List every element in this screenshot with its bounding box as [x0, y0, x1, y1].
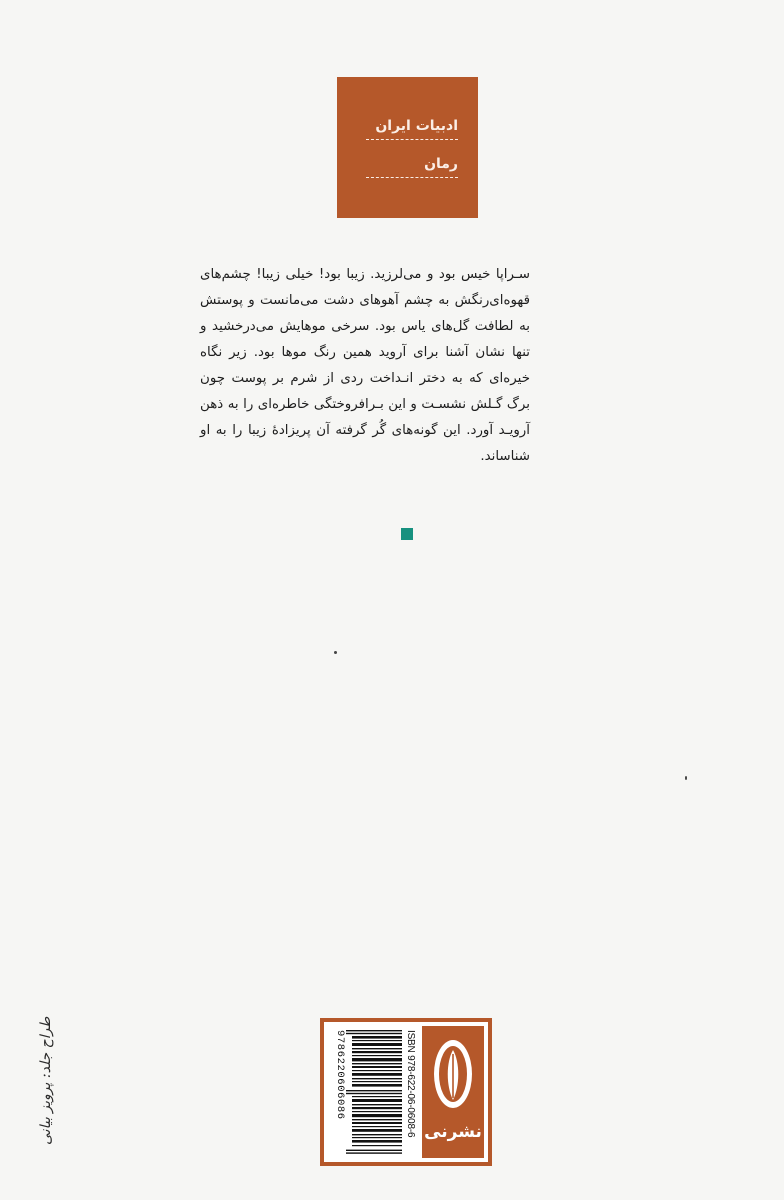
paper-speck	[685, 776, 687, 780]
publisher-logo-panel	[422, 1026, 484, 1158]
blurb-text: سـراپا خیس بود و می‌لرزید. زیبا بود! خیلی زیبا! چشم‌های قهوه‌ای‌رنگش به چشم آهوهای دشت می‌مانست و پوستش به لطافت گل‌های یاس بود. سرخی موهایش می‌درخشید و تنها نشان آشنا برای آروید همین رنگ موها بود. زیر نگاه خیره‌ای که به دختر انـداخت ردی از شرم بر پوست چون برگ گـلش نشسـت و این بـرافروختگی خاطره‌ای را به ذهن آرویـد آورد. این گونه‌های گُر گرفته آن پریزادهٔ زیبا را به او شناساند.	[200, 267, 530, 464]
paper-speck	[334, 651, 337, 654]
isbn-label: ISBN 978-622-06-0608-6	[405, 1030, 416, 1138]
series-line-1: ادبیات ایران	[375, 118, 458, 134]
series-line-2: رمان	[424, 156, 458, 172]
publisher-name: نشرنی	[424, 1122, 482, 1142]
series-line-literature	[366, 117, 458, 140]
series-line-1-rule	[366, 139, 458, 140]
barcode-rotated	[330, 1028, 418, 1156]
series-label-box	[337, 77, 478, 218]
isbn-digits: 9786220606086	[334, 1030, 346, 1120]
back-cover-blurb	[200, 262, 530, 470]
teal-square-ornament	[401, 528, 413, 540]
reed-leaf-logo-icon	[431, 1038, 475, 1110]
publisher-barcode-block	[320, 1018, 492, 1166]
barcode-area	[330, 1028, 418, 1156]
series-line-2-rule	[366, 177, 458, 178]
series-line-genre	[366, 155, 458, 178]
barcode-icon	[346, 1030, 402, 1154]
cover-designer-credit: طراح جلد: پرویز بیانی	[38, 1016, 54, 1145]
